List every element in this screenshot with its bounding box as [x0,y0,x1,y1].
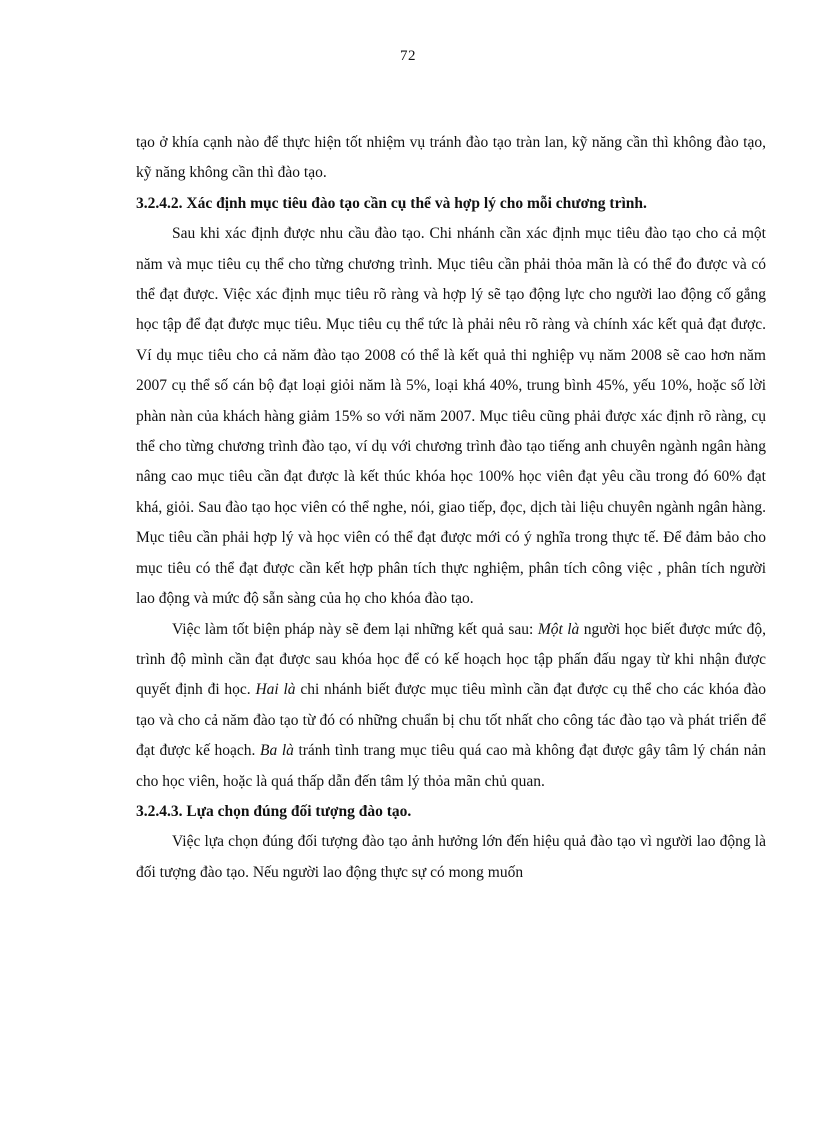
results-emphasis-3: Ba là [260,742,294,760]
page-number: 72 [400,48,416,64]
paragraph-goals: Sau khi xác định được nhu cầu đào tạo. Chi nhánh cần xác định mục tiêu đào tạo cho cả một năm và mục tiêu cụ thể cho từng chương trình. Mục tiêu cần phải thỏa mãn là có thể đo được và có thể đạt được. Việc xác định mục tiêu rõ ràng và hợp lý sẽ tạo động lực cho người lao động cố gắng học tập để đạt được mục tiêu. Mục tiêu cụ thể tức là phải nêu rõ ràng và chính xác kết quả đạt được. Ví dụ mục tiêu cho cả năm đào tạo 2008 có thể là kết quả thi nghiệp vụ năm 2008 sẽ cao hơn năm 2007 cụ thể số cán bộ đạt loại giỏi năm là 5%, loại khá 40%, trung bình 45%, yếu 10%, hoặc số lời phàn nàn của khách hàng giảm 15% so với năm 2007. Mục tiêu cũng phải được xác định rõ ràng, cụ thể cho từng chương trình đào tạo, ví dụ với chương trình đào tạo tiếng anh chuyên ngành ngân hàng nâng cao mục tiêu cần đạt được là kết thúc khóa học 100% học viên đạt yêu cầu trong đó 60% đạt khá, giỏi. Sau đào tạo học viên có thể nghe, nói, giao tiếp, đọc, dịch tài liệu chuyên ngành ngân hàng. Mục tiêu cần phải hợp lý và học viên có thể đạt được mới có ý nghĩa trong thực tế. Để đảm bảo cho mục tiêu có thể đạt được cần kết hợp phân tích thực nghiệm, phân tích công việc , phân tích người lao động và mức độ sẵn sàng của họ cho khóa đào tạo. [136,225,766,608]
section-heading-3-2-4-3: 3.2.4.3. Lựa chọn đúng đối tượng đào tạo. [136,802,412,820]
results-emphasis-2: Hai là [255,681,296,699]
paragraph-results [136,615,766,797]
results-emphasis-1: Một là [537,620,580,638]
section-heading-3-2-4-2: 3.2.4.2. Xác định mục tiêu đào tạo cần cụ thể và hợp lý cho mỗi chương trình. [136,194,647,212]
results-text-1: Việc làm tốt biện pháp này sẽ đem lại những kết quả sau: [172,620,538,638]
paragraph-intro: tạo ở khía cạnh nào để thực hiện tốt nhiệm vụ tránh đào tạo tràn lan, kỹ năng cần thì không đào tạo, kỹ năng không cần thì đào tạo. [136,134,766,182]
results-text-2: người học biết được mức độ, trình độ mình cần đạt được sau khóa học để có kế hoạch học tập phấn đấu ngay từ khi nhận được quyết định đi học. [136,620,767,699]
paragraph-select: Việc lựa chọn đúng đối tượng đào tạo ảnh hưởng lớn đến hiệu quả đào tạo vì người lao động là đối tượng đào tạo. Nếu người lao động thực sự có mong muốn [136,833,766,881]
results-text-4: tránh tình trang mục tiêu quá cao mà không đạt được gây tâm lý chán nản cho học viên, hoặc là quá thấp dẫn đến tâm lý thỏa mãn chủ quan. [136,742,766,790]
document-body [136,128,766,888]
results-text-3: chi nhánh biết được mục tiêu mình cần đạt được cụ thể cho các khóa đào tạo và cho cả năm đào tạo từ đó có những chuẩn bị chu tốt nhất cho công tác đào tạo và phát triển để đạt được kế hoạch. [136,681,766,760]
